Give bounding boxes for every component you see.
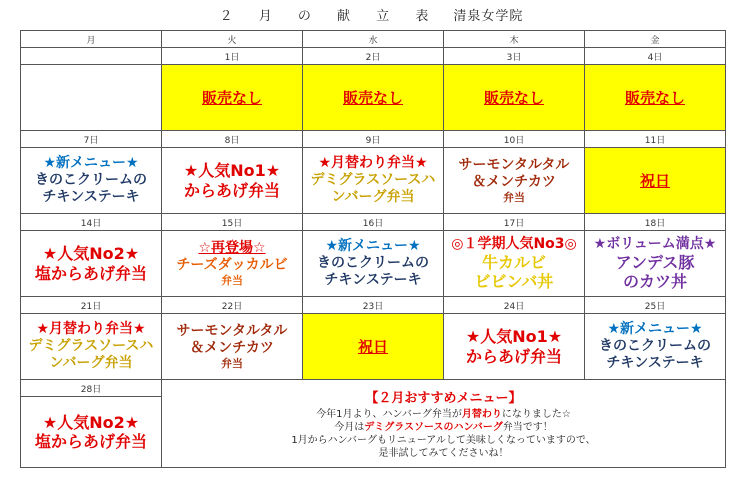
menu-line: ★人気No2★: [42, 412, 140, 432]
recommend-line: 今年1月より、ハンバーグ弁当が月替わりになりました☆: [316, 409, 571, 420]
menu-line: 牛カルビ: [481, 252, 546, 272]
page-title: [0, 5, 743, 24]
menu-cell: [162, 314, 303, 380]
menu-line: きのこクリームの: [35, 172, 147, 189]
menu-line: サーモンタルタル: [176, 323, 288, 340]
menu-line: ★人気No2★: [42, 244, 140, 264]
menu-cell: [585, 314, 726, 380]
date-cell: 3日: [444, 48, 585, 65]
date-cell: 17日: [444, 214, 585, 231]
menu-line: 塩からあげ弁当: [34, 263, 147, 283]
menu-line: ンバーグ弁当: [49, 354, 133, 371]
recommend-title: 【２月おすすめメニュー】: [365, 391, 522, 406]
menu-row: [21, 314, 726, 380]
menu-row: [21, 65, 726, 131]
date-cell: 18日: [585, 214, 726, 231]
menu-line: 祝日: [357, 337, 388, 356]
menu-cell: [585, 231, 726, 297]
date-cell: 21日: [21, 297, 162, 314]
weekday-header: 月: [21, 31, 162, 48]
date-cell: 14日: [21, 214, 162, 231]
menu-line: ★新メニュー★: [43, 155, 139, 172]
menu-cell: [162, 231, 303, 297]
menu-line: からあげ弁当: [183, 180, 280, 200]
menu-line: ★新メニュー★: [325, 238, 421, 255]
menu-line: チキンステーキ: [324, 271, 422, 288]
school-name: 清泉女学院: [453, 9, 524, 24]
menu-line: のカツ丼: [622, 271, 687, 291]
menu-line: 販売なし: [201, 88, 262, 107]
date-cell: 23日: [303, 297, 444, 314]
date-row: [21, 48, 726, 65]
weekday-header: 木: [444, 31, 585, 48]
date-cell: 9日: [303, 131, 444, 148]
recommend-line: 1月からハンバーグもリニューアルして美味しくなっていますので、: [291, 435, 596, 446]
menu-line: 弁当: [221, 356, 243, 370]
menu-cell: [585, 65, 726, 131]
menu-line: 販売なし: [342, 88, 403, 107]
date-row: [21, 380, 726, 397]
menu-line: ★ボリューム満点★: [593, 235, 717, 252]
menu-title: ２ 月 の 献 立 表: [219, 9, 440, 24]
menu-line: 販売なし: [624, 88, 685, 107]
menu-line: デミグラスソースハ: [310, 172, 436, 189]
date-row: [21, 297, 726, 314]
menu-cell: [444, 231, 585, 297]
menu-line: 弁当: [221, 273, 243, 287]
date-cell: 2日: [303, 48, 444, 65]
recommend-line: 是非試してみてくださいね！: [378, 448, 509, 459]
menu-cell: [444, 314, 585, 380]
menu-cell: [162, 148, 303, 214]
date-cell: 16日: [303, 214, 444, 231]
date-cell: 28日: [21, 380, 162, 397]
weekday-header: 水: [303, 31, 444, 48]
menu-line: ☆再登場☆: [198, 240, 266, 257]
date-cell: 15日: [162, 214, 303, 231]
menu-cell: [303, 65, 444, 131]
date-cell: 22日: [162, 297, 303, 314]
menu-line: デミグラスソースハ: [28, 338, 154, 355]
menu-cell: [303, 231, 444, 297]
date-row: [21, 214, 726, 231]
weekday-header: 金: [585, 31, 726, 48]
menu-line: からあげ弁当: [465, 346, 562, 366]
menu-line: ★月替わり弁当★: [318, 155, 428, 172]
recommend-line: 今月はデミグラスソースのハンバーグ弁当です！: [334, 422, 553, 433]
menu-line: ◎１学期人気No3◎: [451, 235, 577, 252]
menu-line: チキンステーキ: [42, 188, 140, 205]
menu-line: ★新メニュー★: [607, 321, 703, 338]
date-cell: [21, 48, 162, 65]
menu-cell: [303, 314, 444, 380]
menu-line: ビビンバ丼: [474, 271, 554, 291]
menu-cell: [21, 314, 162, 380]
menu-cell: [21, 397, 162, 468]
weekday-row: [21, 31, 726, 48]
date-cell: 25日: [585, 297, 726, 314]
menu-line: きのこクリームの: [317, 255, 429, 272]
date-cell: 4日: [585, 48, 726, 65]
menu-line: 祝日: [639, 171, 670, 190]
menu-line: ★人気No1★: [183, 161, 281, 181]
date-cell: 11日: [585, 131, 726, 148]
menu-line: チキンステーキ: [606, 354, 704, 371]
menu-line: ンバーグ弁当: [331, 188, 415, 205]
menu-line: ★月替わり弁当★: [36, 321, 146, 338]
recommend-box: [162, 380, 726, 468]
menu-line: サーモンタルタル: [458, 157, 570, 174]
menu-row: [21, 148, 726, 214]
menu-cell: [21, 148, 162, 214]
menu-cell: [21, 65, 162, 131]
menu-cell: [444, 65, 585, 131]
weekday-header: 火: [162, 31, 303, 48]
menu-line: 販売なし: [483, 88, 544, 107]
menu-cell: [585, 148, 726, 214]
menu-line: ＆メンチカツ: [472, 173, 556, 190]
menu-line: きのこクリームの: [599, 338, 711, 355]
menu-line: ★人気No1★: [465, 327, 563, 347]
menu-line: 塩からあげ弁当: [34, 432, 147, 451]
date-row: [21, 131, 726, 148]
menu-cell: [21, 231, 162, 297]
menu-line: チーズダッカルビ: [176, 256, 288, 273]
date-cell: 7日: [21, 131, 162, 148]
menu-cell: [303, 148, 444, 214]
menu-row: [21, 231, 726, 297]
date-cell: 8日: [162, 131, 303, 148]
menu-calendar: [20, 30, 726, 468]
date-cell: 10日: [444, 131, 585, 148]
menu-cell: [162, 65, 303, 131]
date-cell: 1日: [162, 48, 303, 65]
menu-line: アンデス豚: [615, 252, 695, 272]
menu-cell: [444, 148, 585, 214]
menu-line: 弁当: [503, 190, 525, 204]
date-cell: 24日: [444, 297, 585, 314]
menu-line: ＆メンチカツ: [190, 339, 274, 356]
